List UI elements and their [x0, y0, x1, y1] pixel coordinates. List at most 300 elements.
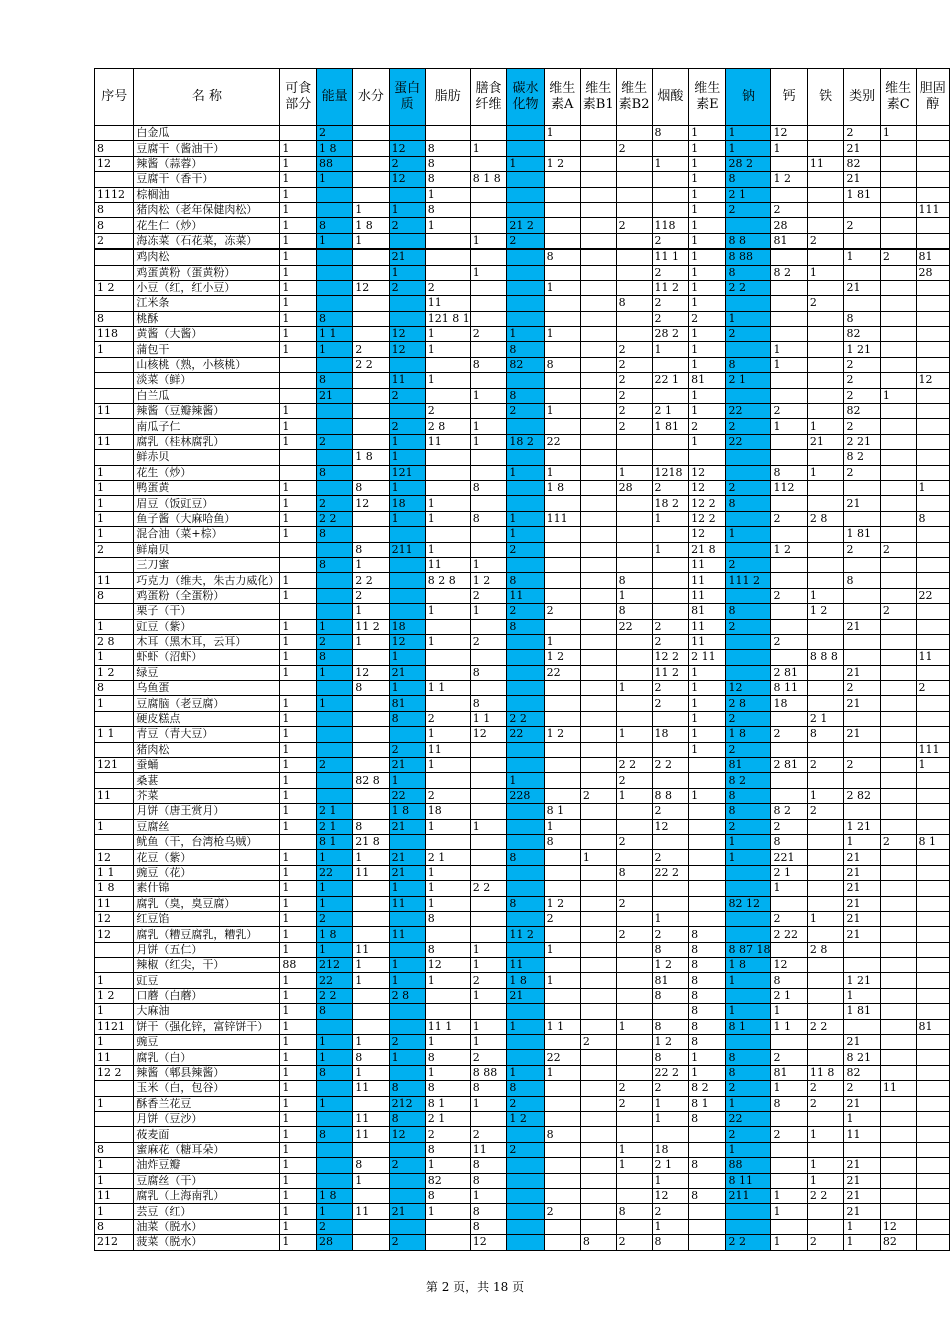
table-cell	[580, 681, 616, 696]
table-cell	[95, 942, 134, 957]
table-cell: 8 1	[544, 804, 580, 819]
table-cell: 22	[726, 1112, 771, 1127]
table-cell: 12	[95, 850, 134, 865]
table-cell	[507, 187, 544, 202]
table-cell	[616, 511, 652, 526]
table-cell	[689, 773, 726, 788]
table-cell: 12	[689, 527, 726, 542]
table-cell: 1	[280, 141, 317, 156]
table-cell	[470, 681, 507, 696]
table-cell: 1	[425, 187, 470, 202]
table-cell	[317, 1158, 353, 1173]
table-cell: 8	[95, 681, 134, 696]
table-cell	[844, 1142, 880, 1157]
table-cell: 1	[616, 1142, 652, 1157]
table-cell	[470, 126, 507, 141]
table-cell	[280, 388, 317, 403]
table-cell	[880, 156, 916, 171]
table-cell: 2	[726, 1081, 771, 1096]
table-cell	[726, 665, 771, 680]
table-cell	[880, 1204, 916, 1219]
table-cell	[689, 1127, 726, 1142]
table-cell: 8	[844, 311, 880, 326]
table-cell: 2	[652, 480, 689, 495]
table-cell	[353, 1019, 389, 1034]
table-cell: 18	[771, 696, 807, 711]
table-cell	[916, 1204, 949, 1219]
food-name-cell: 花生（炒）	[134, 465, 280, 480]
table-cell: 1	[280, 311, 317, 326]
table-cell: 2 1	[726, 187, 771, 202]
table-cell	[544, 588, 580, 603]
table-cell: 1	[470, 1019, 507, 1034]
table-cell: 8	[689, 942, 726, 957]
table-cell	[544, 573, 580, 588]
table-cell	[916, 773, 949, 788]
table-cell: 11	[353, 942, 389, 957]
table-cell: 2	[726, 619, 771, 634]
table-cell: 1	[689, 742, 726, 757]
table-cell: 1	[353, 233, 389, 249]
table-cell: 1	[95, 465, 134, 480]
table-cell: 2 2	[726, 280, 771, 295]
table-cell	[880, 404, 916, 419]
table-row	[95, 141, 950, 156]
table-cell: 1	[317, 881, 353, 896]
table-cell: 21	[844, 1173, 880, 1188]
table-cell: 2	[616, 1081, 652, 1096]
table-cell	[771, 187, 807, 202]
table-cell	[726, 511, 771, 526]
table-cell: 2	[470, 973, 507, 988]
table-cell	[616, 311, 652, 326]
table-cell	[507, 834, 544, 849]
table-cell: 2	[616, 834, 652, 849]
table-cell	[280, 542, 317, 557]
table-cell	[470, 496, 507, 511]
table-cell	[916, 850, 949, 865]
table-cell	[95, 1127, 134, 1142]
table-cell: 1 2	[95, 280, 134, 295]
table-cell	[95, 249, 134, 265]
food-name-cell: 鸡肉松	[134, 249, 280, 265]
table-cell	[507, 249, 544, 265]
table-row	[95, 450, 950, 465]
table-cell: 8	[95, 1142, 134, 1157]
table-cell: 8	[689, 958, 726, 973]
column-header: 钙	[771, 69, 807, 126]
table-cell: 1 1	[95, 865, 134, 880]
table-cell: 21	[507, 988, 544, 1003]
table-cell: 2 8	[807, 511, 844, 526]
table-cell	[280, 465, 317, 480]
table-cell	[280, 604, 317, 619]
table-cell: 1 2	[544, 727, 580, 742]
food-name-cell: 蜜麻花（糖耳朵）	[134, 1142, 280, 1157]
table-row	[95, 758, 950, 773]
table-cell	[580, 419, 616, 434]
table-cell: 2 1	[425, 1112, 470, 1127]
table-cell	[580, 450, 616, 465]
table-cell	[507, 1173, 544, 1188]
table-row	[95, 126, 950, 141]
table-cell: 8 87 18	[726, 942, 771, 957]
table-cell	[580, 927, 616, 942]
table-cell: 2	[880, 542, 916, 557]
table-cell: 1 8	[353, 450, 389, 465]
table-cell	[425, 650, 470, 665]
table-cell: 1	[280, 1050, 317, 1065]
table-cell	[916, 141, 949, 156]
table-cell	[95, 742, 134, 757]
table-cell	[807, 280, 844, 295]
table-cell: 1	[317, 850, 353, 865]
table-cell: 121 8 1	[425, 311, 470, 326]
table-cell	[580, 973, 616, 988]
table-cell	[353, 711, 389, 726]
food-name-cell: 混合油（菜+棕）	[134, 527, 280, 542]
table-cell	[507, 1158, 544, 1173]
table-cell: 12	[353, 665, 389, 680]
table-cell	[425, 450, 470, 465]
table-cell: 8	[507, 619, 544, 634]
table-cell: 1 8	[389, 804, 425, 819]
table-cell	[771, 711, 807, 726]
table-cell	[771, 388, 807, 403]
table-cell	[470, 896, 507, 911]
table-cell: 12 2	[689, 511, 726, 526]
table-cell	[807, 249, 844, 265]
table-cell: 2 2	[507, 711, 544, 726]
table-cell: 11 2	[652, 280, 689, 295]
table-cell: 1	[507, 465, 544, 480]
table-cell: 8	[95, 141, 134, 156]
table-cell: 11	[689, 619, 726, 634]
table-cell: 2	[652, 696, 689, 711]
table-cell: 8	[544, 249, 580, 265]
table-cell: 82 8	[353, 773, 389, 788]
table-cell	[880, 187, 916, 202]
table-cell: 8	[726, 357, 771, 372]
table-cell: 21	[389, 819, 425, 834]
table-cell	[317, 711, 353, 726]
table-cell	[616, 1219, 652, 1234]
table-cell	[916, 1096, 949, 1111]
table-cell: 12	[389, 141, 425, 156]
table-cell: 8 1	[317, 834, 353, 849]
food-name-cell: 饼干（强化锌，富锌饼干）	[134, 1019, 280, 1034]
table-cell: 2 2	[470, 881, 507, 896]
table-cell	[544, 865, 580, 880]
table-cell: 2 8	[807, 942, 844, 957]
table-cell	[880, 327, 916, 342]
table-cell: 8 11	[726, 1173, 771, 1188]
table-cell: 1	[95, 1035, 134, 1050]
table-cell: 1	[726, 1096, 771, 1111]
table-cell	[389, 604, 425, 619]
table-cell	[880, 1112, 916, 1127]
table-row	[95, 373, 950, 388]
table-cell	[916, 634, 949, 649]
table-cell	[580, 465, 616, 480]
table-cell: 1	[353, 973, 389, 988]
table-cell	[317, 202, 353, 217]
table-cell: 2 1	[425, 850, 470, 865]
table-cell	[916, 1127, 949, 1142]
table-row	[95, 1112, 950, 1127]
table-cell: 1	[544, 942, 580, 957]
table-cell: 2	[726, 480, 771, 495]
table-cell: 1	[95, 973, 134, 988]
table-cell	[389, 942, 425, 957]
table-cell	[616, 881, 652, 896]
table-cell: 8	[317, 311, 353, 326]
table-cell: 2	[807, 804, 844, 819]
table-cell	[652, 604, 689, 619]
table-cell	[807, 1219, 844, 1234]
table-cell: 12	[389, 1127, 425, 1142]
table-cell: 1	[280, 202, 317, 217]
food-name-cell: 腐乳（上海南乳）	[134, 1188, 280, 1203]
table-cell	[616, 280, 652, 295]
table-cell	[807, 172, 844, 187]
table-cell	[280, 557, 317, 572]
table-cell	[353, 1096, 389, 1111]
food-name-cell: 绿豆	[134, 665, 280, 680]
table-cell	[95, 834, 134, 849]
table-cell	[544, 1112, 580, 1127]
table-cell	[580, 1219, 616, 1234]
table-cell: 8	[317, 218, 353, 233]
table-cell	[880, 1188, 916, 1203]
table-cell: 8 2	[726, 773, 771, 788]
table-cell	[353, 1188, 389, 1203]
table-cell: 1 21	[844, 973, 880, 988]
table-cell	[353, 988, 389, 1003]
food-name-cell: 芥菜	[134, 788, 280, 803]
table-cell	[580, 404, 616, 419]
table-cell: 21	[389, 1204, 425, 1219]
table-cell: 28	[771, 218, 807, 233]
nutrition-table	[94, 68, 950, 1251]
table-cell: 8	[317, 1127, 353, 1142]
table-cell: 1	[425, 1204, 470, 1219]
table-cell: 1 8	[726, 958, 771, 973]
table-cell	[470, 249, 507, 265]
table-cell: 1 2	[544, 156, 580, 171]
table-cell	[880, 727, 916, 742]
table-cell: 11 2	[353, 619, 389, 634]
table-cell	[652, 450, 689, 465]
table-cell	[616, 450, 652, 465]
table-cell: 1	[689, 280, 726, 295]
table-cell	[880, 1142, 916, 1157]
table-cell	[689, 1142, 726, 1157]
table-cell: 11	[425, 557, 470, 572]
table-cell	[880, 681, 916, 696]
table-cell	[916, 927, 949, 942]
table-cell	[771, 619, 807, 634]
table-cell	[389, 233, 425, 249]
table-cell: 2	[616, 388, 652, 403]
table-cell	[916, 450, 949, 465]
food-name-cell: 鸭蛋黄	[134, 480, 280, 495]
table-cell	[807, 311, 844, 326]
table-cell	[652, 557, 689, 572]
table-cell: 8	[317, 1004, 353, 1019]
table-cell	[544, 218, 580, 233]
table-row	[95, 788, 950, 803]
table-cell: 22	[616, 619, 652, 634]
table-cell	[616, 542, 652, 557]
table-cell: 1	[280, 1235, 317, 1250]
food-name-cell: 猪肉松（老年保健肉松）	[134, 202, 280, 217]
table-row	[95, 604, 950, 619]
table-cell: 2	[726, 742, 771, 757]
table-cell	[507, 881, 544, 896]
table-cell: 111 2	[726, 573, 771, 588]
table-cell	[389, 557, 425, 572]
table-row	[95, 1204, 950, 1219]
table-cell: 2	[771, 202, 807, 217]
table-cell: 21	[844, 1158, 880, 1173]
table-cell: 21	[844, 280, 880, 295]
table-cell: 8	[652, 1050, 689, 1065]
table-cell	[880, 357, 916, 372]
table-cell: 2 1	[317, 819, 353, 834]
table-cell	[916, 311, 949, 326]
table-cell: 2	[844, 1081, 880, 1096]
table-cell: 8	[470, 665, 507, 680]
table-cell: 1	[544, 819, 580, 834]
table-cell	[544, 450, 580, 465]
table-cell: 12 2	[652, 650, 689, 665]
table-cell: 82	[844, 327, 880, 342]
table-cell	[916, 1112, 949, 1127]
table-cell: 1	[353, 1173, 389, 1188]
table-cell	[771, 557, 807, 572]
table-cell: 1	[689, 696, 726, 711]
table-cell: 1	[280, 619, 317, 634]
table-cell: 1	[425, 819, 470, 834]
table-cell: 1 1	[544, 1019, 580, 1034]
table-cell: 1	[689, 187, 726, 202]
table-cell: 11	[95, 404, 134, 419]
table-cell: 11	[507, 958, 544, 973]
table-cell	[807, 573, 844, 588]
table-cell	[544, 742, 580, 757]
table-cell	[353, 911, 389, 926]
column-header: 维生素C	[880, 69, 916, 126]
table-cell: 1	[771, 1004, 807, 1019]
table-cell	[616, 650, 652, 665]
table-cell: 1	[616, 681, 652, 696]
table-cell: 2	[317, 634, 353, 649]
table-cell	[726, 988, 771, 1003]
table-cell: 221	[771, 850, 807, 865]
table-cell	[807, 819, 844, 834]
food-name-cell: 豇豆	[134, 973, 280, 988]
table-cell: 1	[95, 1204, 134, 1219]
column-header: 胆固醇	[916, 69, 949, 126]
table-cell: 1	[689, 202, 726, 217]
table-cell	[652, 588, 689, 603]
table-cell	[544, 1158, 580, 1173]
table-cell: 21	[389, 665, 425, 680]
table-cell	[916, 357, 949, 372]
table-cell: 1 8	[317, 1188, 353, 1203]
table-cell	[807, 896, 844, 911]
table-cell	[880, 496, 916, 511]
table-cell	[689, 1235, 726, 1250]
table-cell	[880, 1004, 916, 1019]
table-cell: 1	[616, 788, 652, 803]
table-cell	[726, 634, 771, 649]
table-cell	[580, 711, 616, 726]
table-cell: 1	[544, 634, 580, 649]
table-row	[95, 357, 950, 372]
table-cell: 8 8	[652, 788, 689, 803]
table-cell	[916, 542, 949, 557]
table-cell	[353, 419, 389, 434]
table-cell: 1	[689, 711, 726, 726]
table-cell	[916, 327, 949, 342]
table-cell: 1	[544, 1065, 580, 1080]
food-name-cell: 木耳（黑木耳，云耳）	[134, 634, 280, 649]
table-cell	[317, 1081, 353, 1096]
table-cell: 1	[470, 141, 507, 156]
food-name-cell: 辣酱（郫县辣酱）	[134, 1065, 280, 1080]
table-cell	[616, 804, 652, 819]
table-cell	[507, 1035, 544, 1050]
table-cell: 8	[507, 850, 544, 865]
table-cell	[580, 1188, 616, 1203]
table-row	[95, 388, 950, 403]
table-cell	[507, 758, 544, 773]
table-cell: 1 2	[470, 573, 507, 588]
table-cell: 1	[807, 465, 844, 480]
table-cell: 8	[95, 1219, 134, 1234]
table-cell: 1	[544, 973, 580, 988]
table-cell	[880, 804, 916, 819]
table-cell: 1	[689, 342, 726, 357]
table-row	[95, 727, 950, 742]
table-cell: 2	[880, 834, 916, 849]
table-cell	[916, 958, 949, 973]
table-cell	[880, 988, 916, 1003]
table-cell	[507, 1235, 544, 1250]
table-cell: 1	[280, 296, 317, 311]
table-cell: 2	[807, 296, 844, 311]
food-name-cell: 辣酱（蒜蓉）	[134, 156, 280, 171]
table-cell	[317, 1173, 353, 1188]
table-cell: 81	[916, 249, 949, 265]
table-cell: 8 88	[470, 1065, 507, 1080]
table-cell: 8	[425, 1142, 470, 1157]
table-cell	[616, 202, 652, 217]
table-cell	[507, 634, 544, 649]
table-cell: 1	[544, 465, 580, 480]
table-cell: 8	[616, 865, 652, 880]
table-cell	[389, 296, 425, 311]
table-cell	[580, 1004, 616, 1019]
table-cell	[580, 1127, 616, 1142]
table-cell: 1	[317, 342, 353, 357]
table-cell: 1	[389, 480, 425, 495]
table-cell	[616, 557, 652, 572]
table-cell: 2 2	[317, 988, 353, 1003]
table-cell	[807, 1142, 844, 1157]
